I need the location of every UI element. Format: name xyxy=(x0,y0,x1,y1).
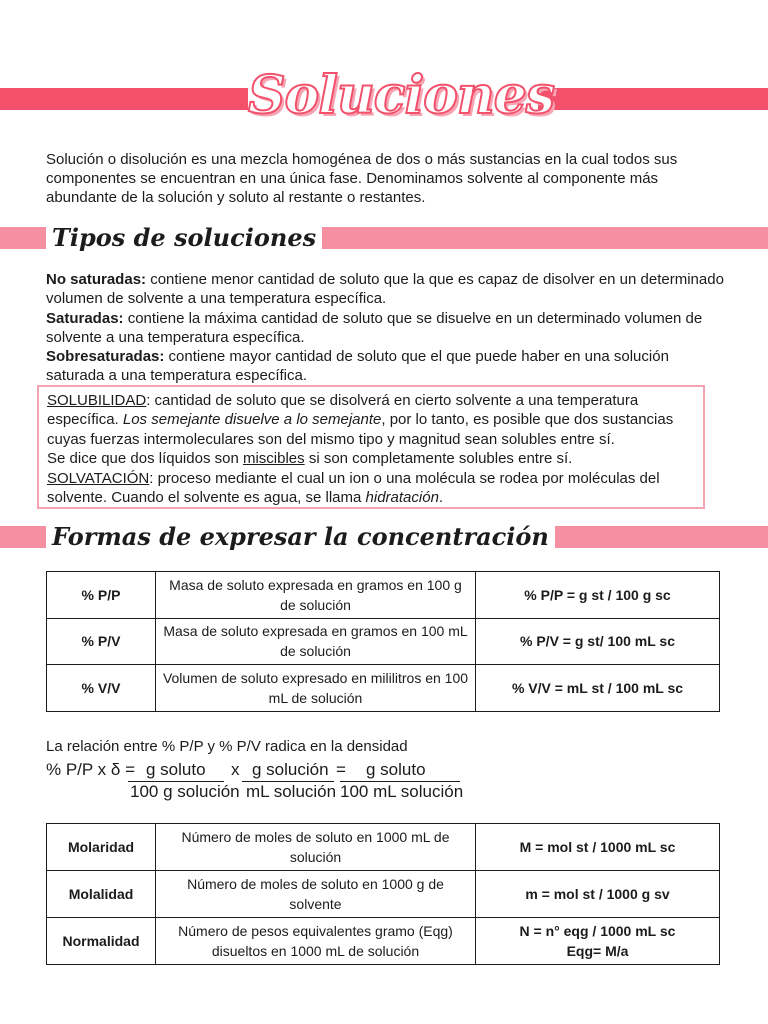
table-row xyxy=(47,618,720,665)
type-item xyxy=(46,309,726,348)
table-cell-formula: % P/V = g st/ 100 mL sc xyxy=(476,618,720,665)
formula-numerator-2: g solución xyxy=(252,760,329,779)
formula-denominator-1: 100 g solución xyxy=(130,782,240,801)
table-cell-name: % P/V xyxy=(47,618,156,665)
formula-operator-times: x xyxy=(231,760,240,779)
table-cell-formula: % V/V = mL st / 100 mL sc xyxy=(476,665,720,712)
type-text: contiene la máxima cantidad de soluto que se disuelve en un determinado volumen de solvente a una temperatura específica. xyxy=(46,309,703,346)
table-cell-formula: N = n° eqg / 1000 mL sc xyxy=(519,923,676,939)
miscibles-text: Se dice que dos líquidos son xyxy=(47,450,243,468)
section-title-concentration: Formas de expresar la concentración xyxy=(46,517,555,557)
table-row xyxy=(47,824,720,871)
table-cell-description: Masa de soluto expresada en gramos en 100 mL de solución xyxy=(156,618,476,665)
table-cell-formula-secondary: Eqg= M/a xyxy=(566,943,629,959)
solubilidad-italic: Los semejante disuelve a lo semejante xyxy=(122,411,382,429)
type-item xyxy=(46,347,726,386)
table-row xyxy=(47,918,720,965)
molarity-table xyxy=(46,823,720,965)
miscibles-term: miscibles xyxy=(242,450,305,468)
page-title: Soluciones xyxy=(248,56,538,136)
table-cell-formula: M = mol st / 1000 mL sc xyxy=(476,824,720,871)
type-text: contiene menor cantidad de soluto que la que es capaz de disolver en un determinado volumen de solvente a una temperatura específica. xyxy=(46,271,724,308)
solvatacion-end: . xyxy=(438,489,444,507)
table-cell-description: Número de moles de soluto en 1000 g de solvente xyxy=(156,871,476,918)
solubilidad-text: : cantidad de soluto que se disolverá en cierto solvente a una temperatura específica. xyxy=(47,392,639,429)
section-title-types: Tipos de soluciones xyxy=(46,218,322,258)
miscibles-text-end: si son completamente solubles entre sí. xyxy=(304,450,573,468)
type-term: Sobresaturadas: xyxy=(46,348,165,366)
definitions-box xyxy=(37,385,705,509)
table-cell-name: Normalidad xyxy=(47,918,156,965)
table-cell-name: Molalidad xyxy=(47,871,156,918)
solvatacion-text: : proceso mediante el cual un ion o una molécula se rodea por moléculas del solvente. Cuando el solvente es agua, se llama xyxy=(47,469,660,507)
solvatacion-term: SOLVATACIÓN xyxy=(47,469,150,487)
intro-paragraph: Solución o disolución es una mezcla homogénea de dos o más sustancias en la cual todos sus componentes se encuentran en una única fase. Denominamos solvente al componente más abundante de la solución y soluto al restante o restantes. xyxy=(46,151,678,206)
solvatacion-definition xyxy=(47,469,703,508)
percentage-table xyxy=(46,571,720,712)
formula-operator-equals: = xyxy=(336,760,346,779)
table-cell-description: Masa de soluto expresada en gramos en 100 g de solución xyxy=(156,572,476,619)
table-cell-formula: % P/P = g st / 100 g sc xyxy=(476,572,720,619)
miscibles-definition xyxy=(47,449,703,468)
type-text: contiene mayor cantidad de soluto que el que puede haber en una solución saturada a una temperatura específica. xyxy=(46,348,669,385)
table-cell-name: % P/P xyxy=(47,572,156,619)
formula-denominator-2: mL solución xyxy=(246,782,337,801)
density-relation-formula xyxy=(46,760,466,806)
formula-denominator-3: 100 mL solución xyxy=(340,782,464,801)
solubilidad-term: SOLUBILIDAD xyxy=(47,392,147,409)
table-cell-description: Volumen de soluto expresado en mililitros en 100 mL de solución xyxy=(156,665,476,712)
formula-lhs: % P/P x δ = xyxy=(46,760,135,779)
table-cell-formula: m = mol st / 1000 g sv xyxy=(476,871,720,918)
solvatacion-italic: hidratación xyxy=(365,489,439,507)
solubilidad-text-end: , por lo tanto, es posible que dos sustancias cuyas fuerzas intermoleculares son del mismo tipo y magnitud sean solubles entre sí. xyxy=(47,411,674,448)
formula-numerator-3: g soluto xyxy=(366,760,426,779)
table-row xyxy=(47,665,720,712)
table-row xyxy=(47,871,720,918)
formula-numerator-1: g soluto xyxy=(146,760,206,779)
solubilidad-definition xyxy=(47,391,703,449)
relation-text: La relación entre % P/P y % P/V radica en la densidad xyxy=(46,738,408,755)
table-cell-description: Número de moles de soluto en 1000 mL de solución xyxy=(156,824,476,871)
type-item xyxy=(46,270,726,309)
types-list xyxy=(46,270,726,386)
type-term: Saturadas: xyxy=(46,309,124,327)
type-term: No saturadas: xyxy=(46,271,147,288)
table-cell-name: % V/V xyxy=(47,665,156,712)
table-cell-name: Molaridad xyxy=(47,824,156,871)
table-cell-description: Número de pesos equivalentes gramo (Eqg) disueltos en 1000 mL de solución xyxy=(156,918,476,965)
table-row xyxy=(47,572,720,619)
table-cell-formula-pair xyxy=(476,918,720,965)
